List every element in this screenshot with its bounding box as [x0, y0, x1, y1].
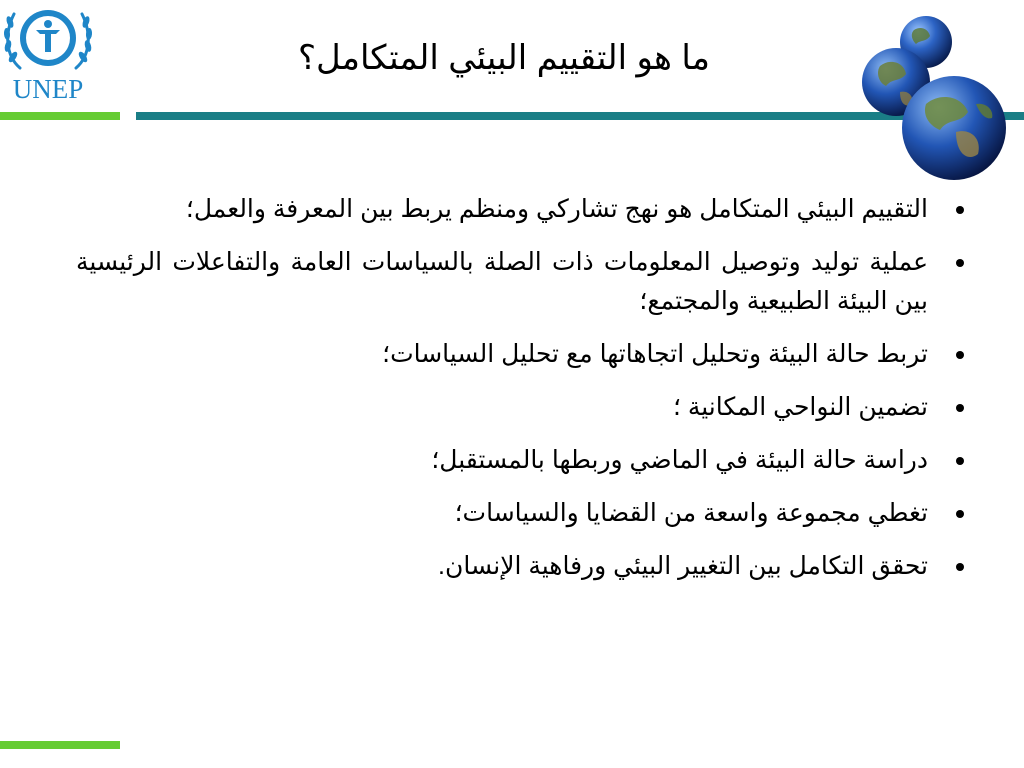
bullet-dot-icon — [956, 259, 964, 267]
bullet-dot-icon — [956, 563, 964, 571]
bullet-text: تغطي مجموعة واسعة من القضايا والسياسات؛ — [454, 499, 928, 527]
bullet-dot-icon — [956, 206, 964, 214]
list-item — [76, 243, 956, 321]
top-green-rule — [0, 112, 120, 120]
bullet-dot-icon — [956, 404, 964, 412]
list-item — [76, 335, 956, 374]
unep-logo — [0, 0, 96, 108]
bullet-dot-icon — [956, 351, 964, 359]
slide-title: ما هو التقييم البيئي المتكامل؟ — [297, 39, 710, 77]
list-item — [76, 190, 956, 229]
bullet-text: دراسة حالة البيئة في الماضي وربطها بالمستقبل؛ — [431, 446, 928, 474]
bullet-text: تحقق التكامل بين التغيير البيئي ورفاهية الإنسان. — [438, 552, 928, 580]
unep-logo-text: UNEP — [12, 74, 84, 104]
un-laurel-emblem-icon — [0, 0, 96, 80]
earth-globes-icon — [856, 12, 1012, 184]
list-item — [76, 388, 956, 427]
bullet-dot-icon — [956, 510, 964, 518]
bullet-text: تربط حالة البيئة وتحليل اتجاهاتها مع تحليل السياسات؛ — [382, 340, 928, 368]
bullet-list — [76, 190, 956, 600]
bullet-text: تضمين النواحي المكانية ؛ — [672, 393, 928, 421]
list-item — [76, 441, 956, 480]
bullet-text: عملية توليد وتوصيل المعلومات ذات الصلة بالسياسات العامة والتفاعلات الرئيسية بين البيئة الطبيعية والمجتمع؛ — [76, 248, 928, 315]
bullet-text: التقييم البيئي المتكامل هو نهج تشاركي ومنظم يربط بين المعرفة والعمل؛ — [185, 195, 928, 223]
list-item — [76, 547, 956, 586]
bottom-green-rule — [0, 741, 120, 749]
list-item — [76, 494, 956, 533]
bullet-dot-icon — [956, 457, 964, 465]
